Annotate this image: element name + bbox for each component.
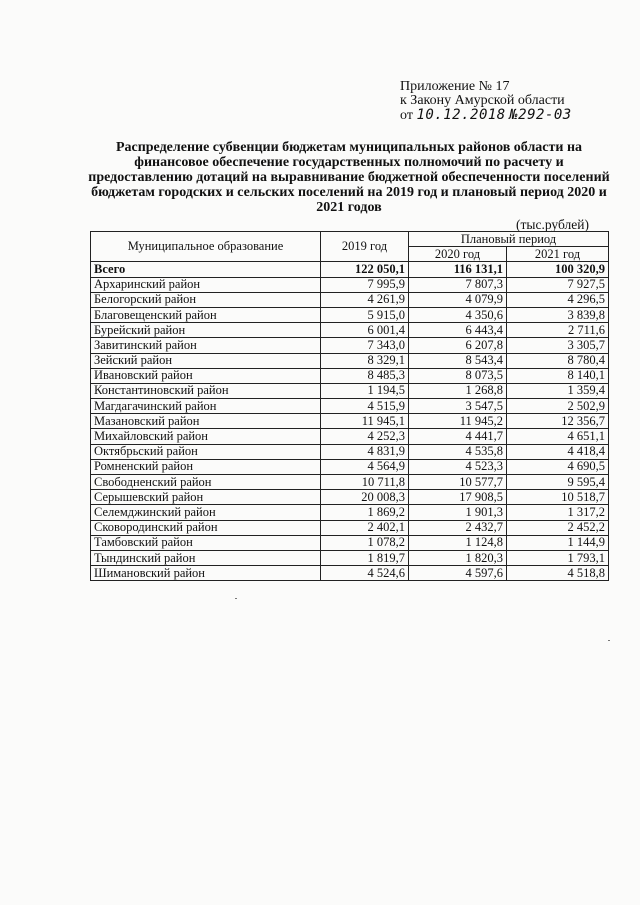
- cell-2021: 2 452,2: [507, 520, 609, 535]
- cell-2021: 3 305,7: [507, 338, 609, 353]
- cell-2021: 12 356,7: [507, 414, 609, 429]
- table-row: [91, 399, 609, 414]
- cell-name: Благовещенский район: [91, 307, 321, 322]
- cell-2021: 4 296,5: [507, 292, 609, 307]
- cell-2019: 10 711,8: [321, 475, 409, 490]
- cell-2020: 2 432,7: [409, 520, 507, 535]
- appendix-header: [400, 80, 572, 123]
- cell-name: Мазановский район: [91, 414, 321, 429]
- table-row: [91, 307, 609, 322]
- appendix-date-prefix: от: [400, 108, 413, 123]
- document-title: Распределение субвенции бюджетам муниципальных районов области на финансовое обеспечение государственных полномочий по расчету и предоставлению дотаций на выравнивание бюджетной обеспеченности поселений бюджетам городских и сельских поселений на 2019 год и плановый период 2020 и 2021 годов: [88, 140, 610, 215]
- cell-2019: 8 485,3: [321, 368, 409, 383]
- cell-name: Зейский район: [91, 353, 321, 368]
- cell-2020: 1 124,8: [409, 535, 507, 550]
- cell-name: Бурейский район: [91, 323, 321, 338]
- table-row: [91, 520, 609, 535]
- table-row: [91, 323, 609, 338]
- cell-name: Михайловский район: [91, 429, 321, 444]
- appendix-date-line: [400, 108, 572, 123]
- cell-2020: 6 443,4: [409, 323, 507, 338]
- cell-2020: 4 597,6: [409, 566, 507, 581]
- cell-2020: 4 079,9: [409, 292, 507, 307]
- cell-2019: 2 402,1: [321, 520, 409, 535]
- scan-speck: [235, 598, 237, 599]
- header-2019: 2019 год: [321, 232, 409, 262]
- cell-name: Сковородинский район: [91, 520, 321, 535]
- table-row: [91, 505, 609, 520]
- cell-2019: 20 008,3: [321, 490, 409, 505]
- table-row: [91, 459, 609, 474]
- cell-name: Селемджинский район: [91, 505, 321, 520]
- cell-name: Магдагачинский район: [91, 399, 321, 414]
- cell-name: Серышевский район: [91, 490, 321, 505]
- header-2020: 2020 год: [409, 247, 507, 262]
- cell-name: Ивановский район: [91, 368, 321, 383]
- cell-2021: 4 690,5: [507, 459, 609, 474]
- cell-2021: 8 780,4: [507, 353, 609, 368]
- table-row: [91, 353, 609, 368]
- cell-2020: 1 268,8: [409, 383, 507, 398]
- cell-2021: 4 518,8: [507, 566, 609, 581]
- cell-name: Архаринский район: [91, 277, 321, 292]
- cell-2019: 7 995,9: [321, 277, 409, 292]
- table-row: [91, 383, 609, 398]
- table-row: [91, 566, 609, 581]
- table-row: [91, 535, 609, 550]
- appendix-number: Приложение № 17: [400, 79, 510, 94]
- cell-2021: 1 317,2: [507, 505, 609, 520]
- cell-2021: 4 418,4: [507, 444, 609, 459]
- header-2021: 2021 год: [507, 247, 609, 262]
- cell-name: Свободненский район: [91, 475, 321, 490]
- cell-2020: 4 523,3: [409, 459, 507, 474]
- table-row: [91, 429, 609, 444]
- cell-2020: 8 543,4: [409, 353, 507, 368]
- table-row: [91, 475, 609, 490]
- cell-2019: 4 564,9: [321, 459, 409, 474]
- table-row: [91, 338, 609, 353]
- cell-2021: 100 320,9: [507, 262, 609, 277]
- cell-2021: 7 927,5: [507, 277, 609, 292]
- appendix-handwritten-number: №292-03: [509, 107, 572, 123]
- unit-label: (тыс.рублей): [516, 217, 589, 232]
- cell-2020: 3 547,5: [409, 399, 507, 414]
- cell-2021: 2 711,6: [507, 323, 609, 338]
- cell-name: Ромненский район: [91, 459, 321, 474]
- cell-2019: 4 252,3: [321, 429, 409, 444]
- cell-2021: 1 793,1: [507, 550, 609, 565]
- table-row: [91, 490, 609, 505]
- cell-2021: 2 502,9: [507, 399, 609, 414]
- cell-name: Белогорский район: [91, 292, 321, 307]
- cell-name: Тамбовский район: [91, 535, 321, 550]
- cell-name: Константиновский район: [91, 383, 321, 398]
- cell-2020: 1 820,3: [409, 550, 507, 565]
- cell-2020: 7 807,3: [409, 277, 507, 292]
- cell-2021: 4 651,1: [507, 429, 609, 444]
- table-row: [91, 368, 609, 383]
- cell-2019: 4 515,9: [321, 399, 409, 414]
- table-row: [91, 414, 609, 429]
- cell-2019: 1 078,2: [321, 535, 409, 550]
- cell-name: Тындинский район: [91, 550, 321, 565]
- cell-2019: 4 831,9: [321, 444, 409, 459]
- cell-2020: 4 535,8: [409, 444, 507, 459]
- table-row: [91, 277, 609, 292]
- cell-2020: 17 908,5: [409, 490, 507, 505]
- header-planned-period: Плановый период: [409, 232, 609, 247]
- table-row: [91, 444, 609, 459]
- cell-name: Всего: [91, 262, 321, 277]
- cell-2019: 6 001,4: [321, 323, 409, 338]
- subsidy-table: [90, 231, 609, 581]
- appendix-law: к Закону Амурской области: [400, 93, 565, 108]
- cell-2020: 4 441,7: [409, 429, 507, 444]
- cell-2020: 6 207,8: [409, 338, 507, 353]
- cell-2019: 7 343,0: [321, 338, 409, 353]
- scan-speck: [608, 640, 610, 641]
- cell-2019: 5 915,0: [321, 307, 409, 322]
- cell-2019: 11 945,1: [321, 414, 409, 429]
- cell-2021: 10 518,7: [507, 490, 609, 505]
- cell-2021: 1 144,9: [507, 535, 609, 550]
- cell-2020: 10 577,7: [409, 475, 507, 490]
- cell-2021: 8 140,1: [507, 368, 609, 383]
- cell-2019: 1 819,7: [321, 550, 409, 565]
- cell-2021: 1 359,4: [507, 383, 609, 398]
- cell-2021: 9 595,4: [507, 475, 609, 490]
- appendix-handwritten-date: 10.12.2018: [416, 107, 506, 123]
- cell-2020: 11 945,2: [409, 414, 507, 429]
- cell-name: Завитинский район: [91, 338, 321, 353]
- cell-2019: 4 524,6: [321, 566, 409, 581]
- cell-2020: 8 073,5: [409, 368, 507, 383]
- cell-2020: 1 901,3: [409, 505, 507, 520]
- table-row: [91, 292, 609, 307]
- cell-name: Шимановский район: [91, 566, 321, 581]
- cell-2020: 116 131,1: [409, 262, 507, 277]
- cell-2020: 4 350,6: [409, 307, 507, 322]
- table-row-total: [91, 262, 609, 277]
- table-row: [91, 550, 609, 565]
- cell-2019: 1 194,5: [321, 383, 409, 398]
- cell-2019: 122 050,1: [321, 262, 409, 277]
- header-municipality: Муниципальное образование: [91, 232, 321, 262]
- cell-2019: 4 261,9: [321, 292, 409, 307]
- cell-2019: 1 869,2: [321, 505, 409, 520]
- cell-2021: 3 839,8: [507, 307, 609, 322]
- cell-2019: 8 329,1: [321, 353, 409, 368]
- cell-name: Октябрьский район: [91, 444, 321, 459]
